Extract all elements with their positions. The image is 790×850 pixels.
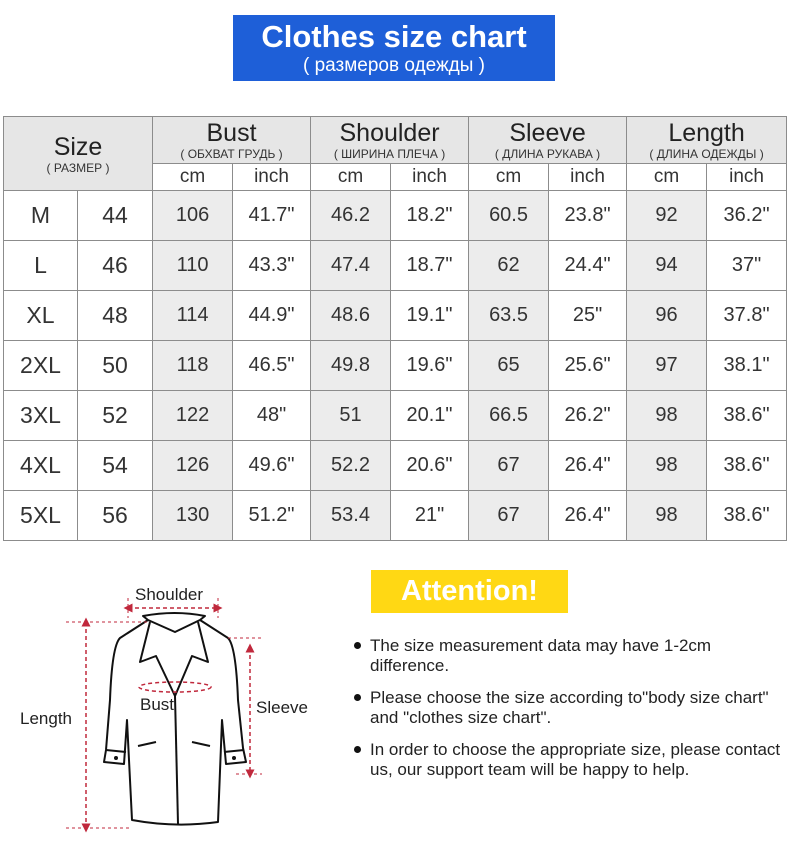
size-header (4, 117, 153, 191)
size-ru-cell: 52 (78, 391, 153, 441)
size-ru-cell: 50 (78, 341, 153, 391)
table-cell: 97 (627, 341, 707, 391)
attention-item (354, 636, 786, 676)
shoulder-label: Shoulder (135, 585, 204, 604)
attention-list (354, 636, 786, 792)
length-header-label: Length (668, 119, 745, 147)
unit-cell: cm (627, 164, 707, 191)
table-cell: 46.5" (233, 341, 311, 391)
length-header-ru: ( ДЛИНА ОДЕЖДЫ ) (649, 147, 764, 161)
table-cell: 38.6" (707, 441, 787, 491)
unit-cell: inch (549, 164, 627, 191)
size-ru-cell: 46 (78, 241, 153, 291)
table-cell: 38.1" (707, 341, 787, 391)
table-body (4, 191, 787, 541)
table-cell: 18.2" (391, 191, 469, 241)
size-ru-cell: 56 (78, 491, 153, 541)
size-label-cell: L (4, 241, 78, 291)
unit-cell: cm (469, 164, 549, 191)
bust-measure-line (139, 682, 211, 692)
table-cell: 114 (153, 291, 233, 341)
table-cell: 66.5 (469, 391, 549, 441)
table-cell: 38.6" (707, 491, 787, 541)
size-label-cell: 3XL (4, 391, 78, 441)
size-header-ru: ( РАЗМЕР ) (46, 160, 110, 175)
table-cell: 67 (469, 441, 549, 491)
table-cell: 118 (153, 341, 233, 391)
table-cell: 63.5 (469, 291, 549, 341)
bullet-icon (354, 694, 361, 701)
table-cell: 51.2" (233, 491, 311, 541)
table-row (4, 191, 787, 241)
size-ru-cell: 54 (78, 441, 153, 491)
table-cell: 21" (391, 491, 469, 541)
table-cell: 23.8" (549, 191, 627, 241)
bust-header (153, 117, 311, 164)
table-cell: 26.4" (549, 491, 627, 541)
table-cell: 37" (707, 241, 787, 291)
sleeve-header-ru: ( ДЛИНА РУКАВА ) (494, 147, 601, 161)
table-cell: 43.3" (233, 241, 311, 291)
coat-diagram (0, 580, 340, 850)
table-row (4, 291, 787, 341)
page-title: Clothes size chart (261, 19, 527, 54)
size-label-cell: XL (4, 291, 78, 341)
sleeve-header (469, 117, 627, 164)
size-table (3, 116, 787, 541)
table-cell: 92 (627, 191, 707, 241)
table-cell: 20.6" (391, 441, 469, 491)
table-cell: 19.6" (391, 341, 469, 391)
attention-banner: Attention! (371, 570, 568, 613)
table-cell: 49.6" (233, 441, 311, 491)
table-cell: 44.9" (233, 291, 311, 341)
title-banner (233, 15, 555, 81)
shoulder-header-label: Shoulder (339, 119, 440, 147)
size-label-cell: 4XL (4, 441, 78, 491)
table-cell: 47.4 (311, 241, 391, 291)
attention-text: Please choose the size according to"body size chart" and "clothes size chart". (370, 688, 769, 727)
length-label: Length (20, 709, 72, 728)
unit-cell: cm (311, 164, 391, 191)
length-header (627, 117, 787, 164)
table-row (4, 491, 787, 541)
table-row (4, 441, 787, 491)
shoulder-header (311, 117, 469, 164)
cuff-buttons (114, 756, 236, 760)
table-cell: 106 (153, 191, 233, 241)
shoulder-header-ru: ( ШИРИНА ПЛЕЧА ) (333, 147, 446, 161)
table-cell: 98 (627, 441, 707, 491)
table-cell: 126 (153, 441, 233, 491)
table-row (4, 241, 787, 291)
table-cell: 52.2 (311, 441, 391, 491)
unit-cell: inch (391, 164, 469, 191)
unit-cell: cm (153, 164, 233, 191)
table-cell: 60.5 (469, 191, 549, 241)
table-cell: 62 (469, 241, 549, 291)
attention-text: In order to choose the appropriate size, please contact us, our support team will be happy to help. (370, 740, 781, 779)
table-cell: 36.2" (707, 191, 787, 241)
table-cell: 18.7" (391, 241, 469, 291)
size-label-cell: 5XL (4, 491, 78, 541)
table-cell: 122 (153, 391, 233, 441)
table-cell: 98 (627, 491, 707, 541)
bust-label: Bust (140, 695, 175, 714)
bullet-icon (354, 746, 361, 753)
sleeve-header-label: Sleeve (509, 119, 586, 147)
table-cell: 48" (233, 391, 311, 441)
table-cell: 65 (469, 341, 549, 391)
table-cell: 25.6" (549, 341, 627, 391)
table-cell: 20.1" (391, 391, 469, 441)
table-cell: 19.1" (391, 291, 469, 341)
size-label-cell: 2XL (4, 341, 78, 391)
table-cell: 51 (311, 391, 391, 441)
table-cell: 48.6 (311, 291, 391, 341)
table-row (4, 391, 787, 441)
bust-header-label: Bust (206, 119, 257, 147)
table-cell: 53.4 (311, 491, 391, 541)
unit-cell: inch (707, 164, 787, 191)
unit-cell: inch (233, 164, 311, 191)
table-cell: 25" (549, 291, 627, 341)
attention-text: The size measurement data may have 1-2cm difference. (370, 636, 712, 675)
attention-item (354, 688, 786, 728)
table-cell: 94 (627, 241, 707, 291)
table-cell: 96 (627, 291, 707, 341)
table-cell: 46.2 (311, 191, 391, 241)
size-ru-cell: 48 (78, 291, 153, 341)
table-cell: 38.6" (707, 391, 787, 441)
bust-header-ru: ( ОБХВАТ ГРУДЬ ) (180, 147, 283, 161)
sleeve-label: Sleeve (256, 698, 308, 717)
table-cell: 41.7" (233, 191, 311, 241)
attention-item (354, 740, 786, 780)
table-cell: 26.2" (549, 391, 627, 441)
table-cell: 49.8 (311, 341, 391, 391)
table-cell: 37.8" (707, 291, 787, 341)
bullet-icon (354, 642, 361, 649)
coat-outline (104, 613, 246, 825)
size-ru-cell: 44 (78, 191, 153, 241)
table-header-row (4, 117, 787, 164)
table-cell: 110 (153, 241, 233, 291)
table-cell: 130 (153, 491, 233, 541)
table-row (4, 341, 787, 391)
table-cell: 26.4" (549, 441, 627, 491)
table-cell: 24.4" (549, 241, 627, 291)
size-label-cell: M (4, 191, 78, 241)
table-cell: 67 (469, 491, 549, 541)
page-subtitle: ( размеров одежды ) (302, 55, 486, 76)
table-cell: 98 (627, 391, 707, 441)
size-header-label: Size (53, 132, 103, 161)
